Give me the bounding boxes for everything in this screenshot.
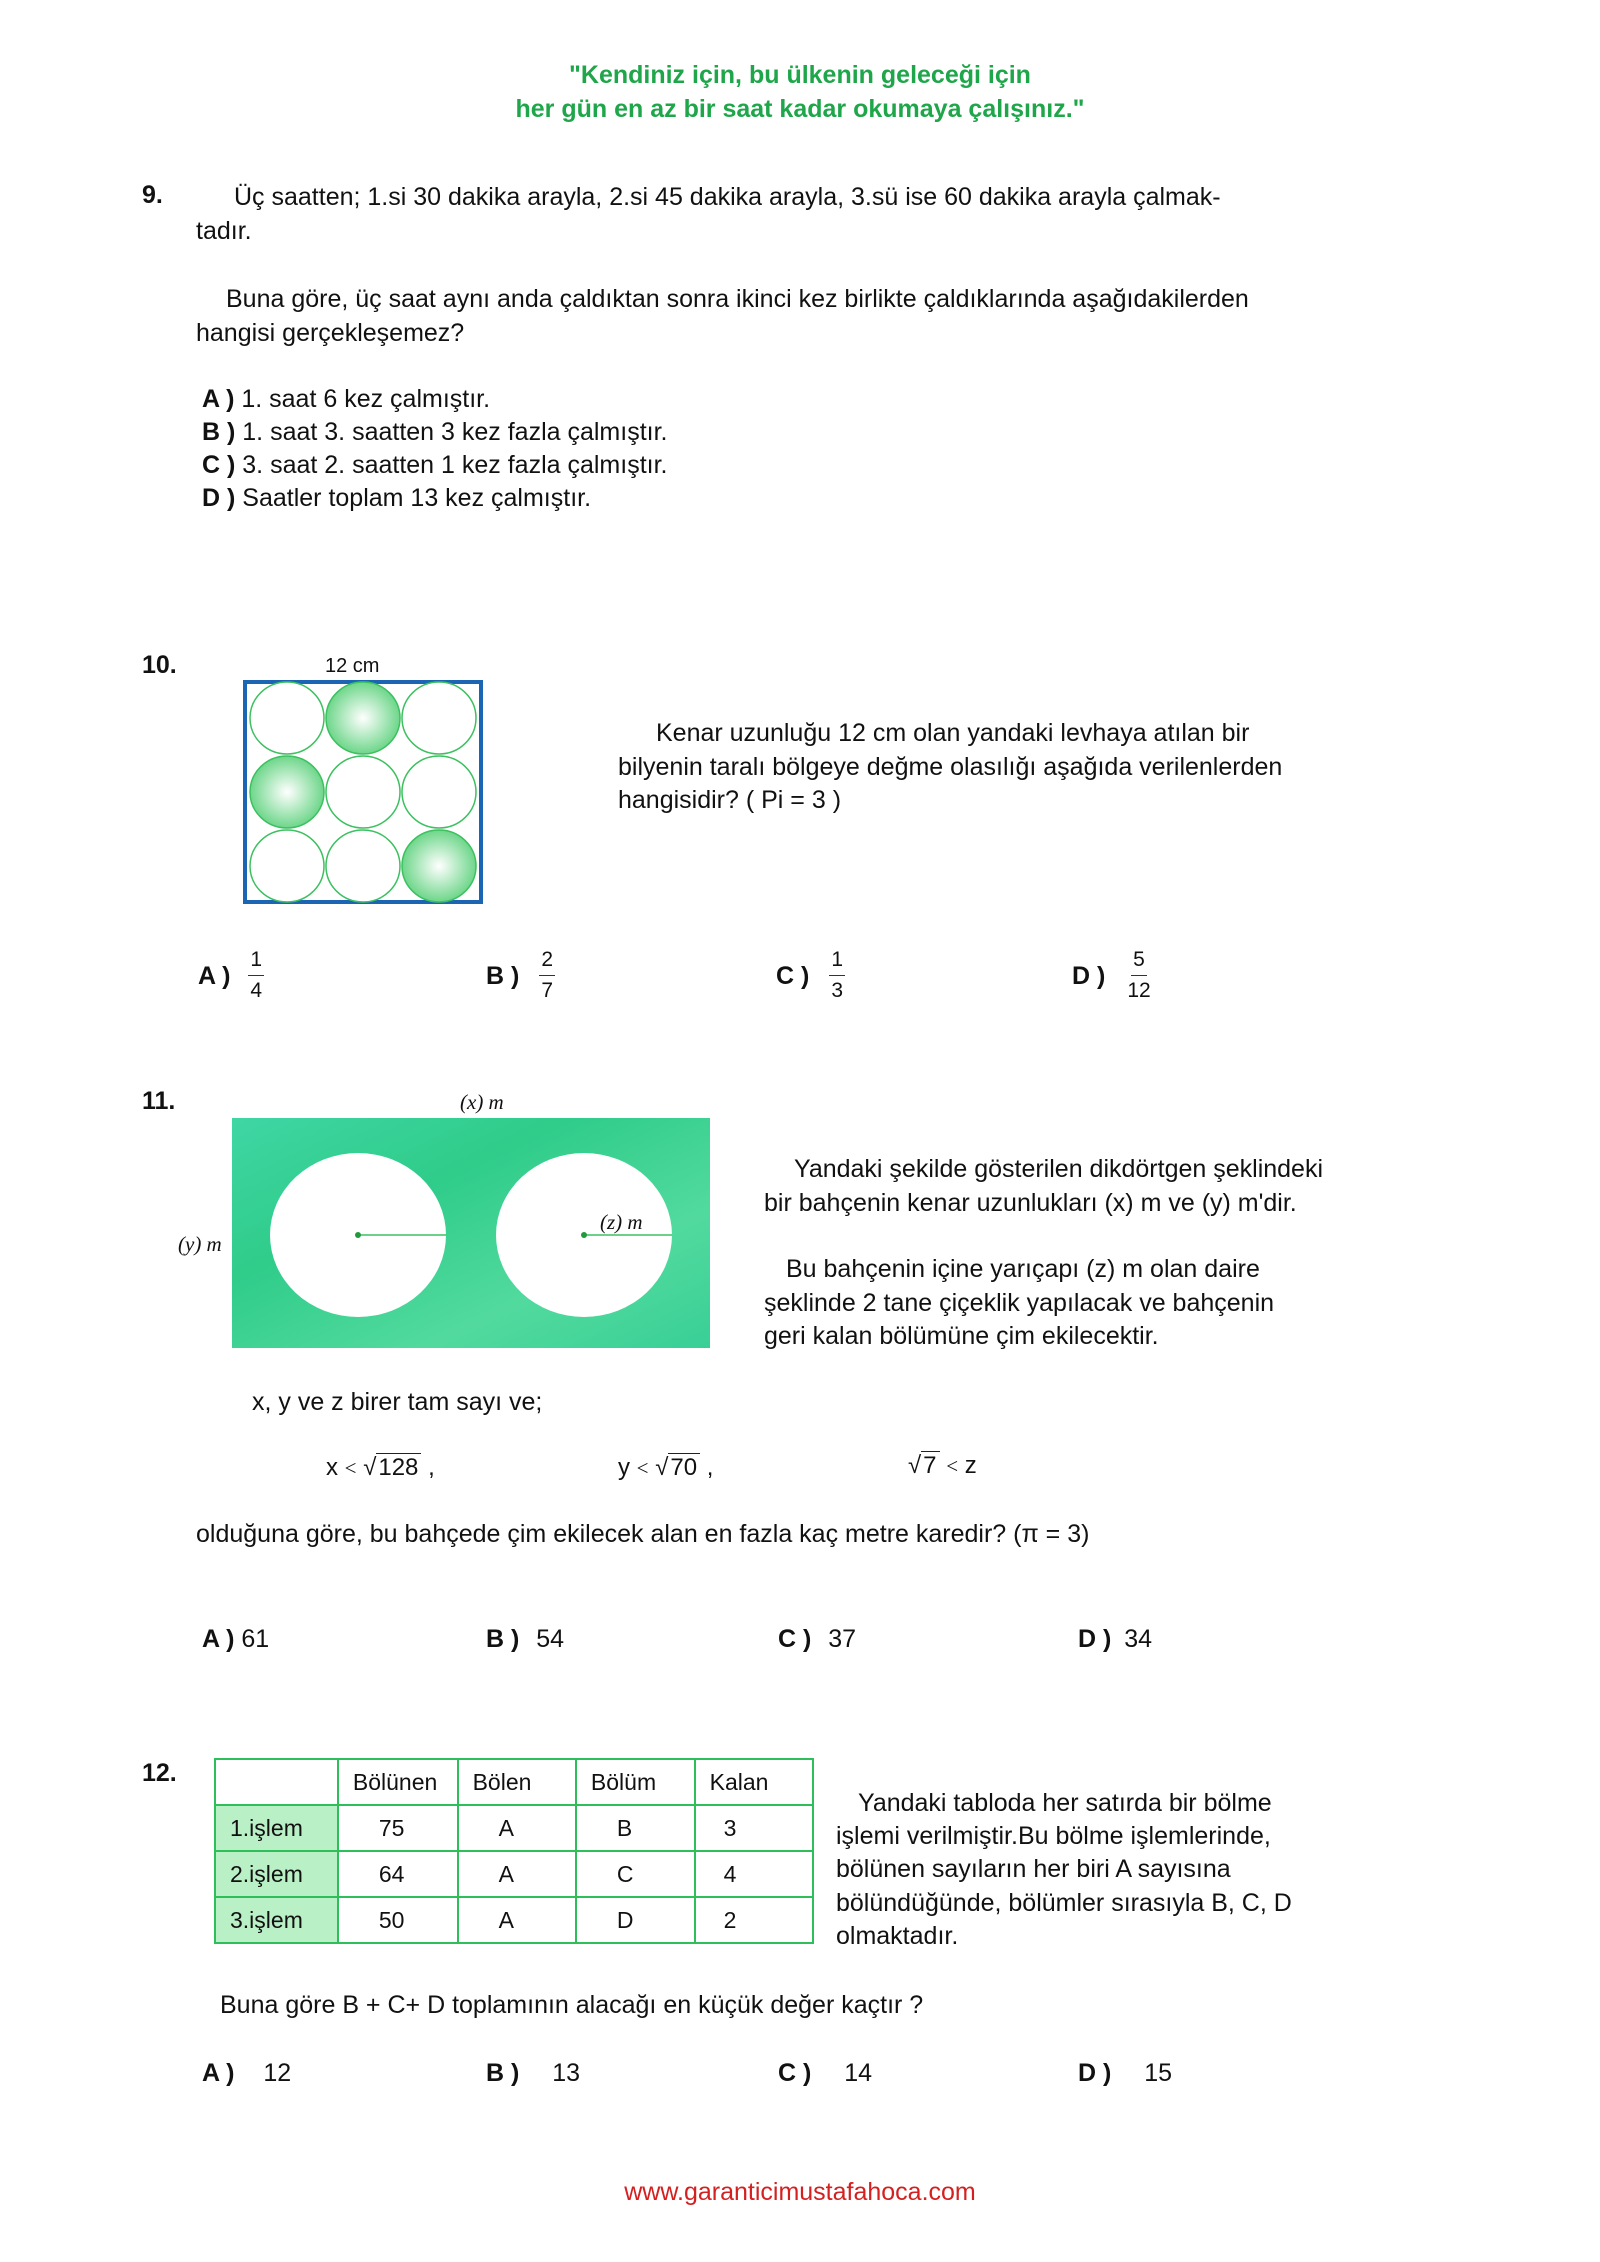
q12-line-3: bölünen sayıların her biri A sayısına — [836, 1855, 1231, 1883]
option-letter: A ) — [202, 385, 235, 413]
less-than-sign: < — [946, 1454, 959, 1478]
fraction — [1127, 948, 1150, 1003]
square-root — [655, 1454, 700, 1482]
option-letter: C ) — [776, 961, 810, 990]
plain-circle — [326, 756, 400, 828]
q9-option-d[interactable] — [202, 481, 591, 515]
option-text: 15 — [1144, 2059, 1173, 2087]
q10-line-1: Kenar uzunluğu 12 cm olan yandaki levhaya atılan bir — [656, 719, 1250, 747]
header-line-1: "Kendiniz için, bu ülkenin geleceği için — [569, 61, 1031, 89]
fraction-numerator: 2 — [539, 948, 555, 976]
option-text: 3. saat 2. saatten 1 kez fazla çalmıştır. — [242, 451, 668, 479]
option-text: Saatler toplam 13 kez çalmıştır. — [242, 484, 592, 512]
table-header-cell: Bölüm — [576, 1759, 695, 1805]
fraction-denominator: 7 — [541, 979, 554, 1002]
question-12-number: 12. — [142, 1759, 177, 1787]
circle-board-figure — [243, 680, 483, 904]
option-letter: B ) — [486, 961, 520, 990]
footer-url[interactable]: www.garanticimustafahoca.com — [624, 2178, 976, 2206]
table-cell: 50 — [338, 1897, 458, 1943]
table-header-cell — [215, 1759, 338, 1805]
q11-line-7: olduğuna göre, bu bahçede çim ekilecek alan en fazla kaç metre karedir? (π = 3) — [196, 1520, 1090, 1548]
table-cell: 4 — [695, 1851, 813, 1897]
question-11-number: 11. — [142, 1087, 176, 1115]
condition-variable: z — [964, 1452, 977, 1479]
option-text: 61 — [241, 1625, 270, 1653]
table-header-row — [215, 1759, 813, 1805]
center-dot-right — [581, 1232, 587, 1238]
page-header — [0, 58, 1600, 126]
question-10-number: 10. — [142, 651, 177, 679]
q11-line-3: Bu bahçenin içine yarıçapı (z) m olan daire — [786, 1255, 1260, 1283]
root-symbol-icon: √ — [908, 1452, 922, 1479]
garden-x-label: (x) m — [460, 1090, 504, 1114]
fraction-numerator: 1 — [248, 948, 264, 976]
q12-line-4: bölündüğünde, bölümler sırasıyla B, C, D — [836, 1889, 1292, 1917]
shaded-circle — [402, 830, 476, 902]
table-cell: B — [576, 1805, 695, 1851]
table-cell: C — [576, 1851, 695, 1897]
q12-line-1: Yandaki tabloda her satırda bir bölme — [858, 1789, 1272, 1817]
table-cell: D — [576, 1897, 695, 1943]
root-symbol-icon: √ — [655, 1454, 669, 1481]
fraction-denominator: 3 — [831, 979, 844, 1002]
shaded-circle — [326, 682, 400, 754]
garden-y-label: (y) m — [178, 1232, 222, 1256]
q11-line-6: x, y ve z birer tam sayı ve; — [252, 1388, 543, 1416]
q9-option-b[interactable] — [202, 415, 668, 449]
plain-circle — [402, 756, 476, 828]
less-than-sign: < — [344, 1456, 357, 1480]
condition-comma: , — [706, 1454, 714, 1481]
option-letter: B ) — [486, 2059, 520, 2087]
q10-option-a[interactable] — [198, 948, 264, 1003]
condition-comma: , — [428, 1454, 435, 1481]
q10-option-c[interactable] — [776, 948, 845, 1003]
q11-line-4: şeklinde 2 tane çiçeklik yapılacak ve bahçenin — [764, 1289, 1275, 1317]
q9-line-1: Üç saatten; 1.si 30 dakika arayla, 2.si 45 dakika arayla, 3.sü ise 60 dakika arayla çalmak- — [234, 183, 1221, 211]
header-line-2: her gün en az bir saat kadar okumaya çalışınız." — [515, 95, 1085, 123]
table-header-cell: Bölünen — [338, 1759, 458, 1805]
plain-circle — [402, 682, 476, 754]
square-root — [363, 1454, 421, 1482]
fraction — [539, 948, 555, 1003]
q12-option-a[interactable] — [202, 2056, 291, 2090]
condition-y — [618, 1454, 713, 1482]
table-cell: A — [458, 1851, 576, 1897]
option-text: 12 — [263, 2059, 292, 2087]
option-letter: A ) — [202, 1625, 235, 1653]
q10-line-3: hangisidir? ( Pi = 3 ) — [618, 786, 842, 814]
option-text: 1. saat 6 kez çalmıştır. — [241, 385, 491, 413]
less-than-sign: < — [636, 1456, 649, 1480]
radicand: 128 — [376, 1453, 421, 1481]
table-row — [215, 1897, 813, 1943]
condition-variable: x — [326, 1454, 338, 1481]
q9-line-3: Buna göre, üç saat aynı anda çaldıktan sonra ikinci kez birlikte çaldıklarında aşağıdakilerden — [226, 285, 1249, 313]
option-letter: C ) — [202, 451, 236, 479]
q12-option-d[interactable] — [1078, 2056, 1172, 2090]
plain-circle — [250, 682, 324, 754]
q12-line-5: olmaktadır. — [836, 1922, 959, 1950]
option-text: 1. saat 3. saatten 3 kez fazla çalmıştır. — [242, 418, 668, 446]
table-header-cell: Kalan — [695, 1759, 813, 1805]
q11-line-1: Yandaki şekilde gösterilen dikdörtgen şeklindeki — [794, 1155, 1324, 1183]
radicand: 7 — [921, 1451, 939, 1479]
option-letter: D ) — [202, 484, 236, 512]
plain-circle — [250, 830, 324, 902]
q10-line-2: bilyenin taralı bölgeye değme olasılığı aşağıda verilenlerden — [618, 753, 1283, 781]
option-letter: A ) — [198, 961, 231, 990]
fraction-denominator: 12 — [1127, 979, 1151, 1002]
table-row — [215, 1805, 813, 1851]
fraction — [829, 948, 845, 1003]
option-text: 37 — [828, 1625, 857, 1653]
q12-option-b[interactable] — [486, 2056, 580, 2090]
shaded-circle — [250, 756, 324, 828]
q12-option-c[interactable] — [778, 2056, 872, 2090]
q10-option-d[interactable] — [1072, 948, 1151, 1003]
table-row — [215, 1851, 813, 1897]
radicand: 70 — [668, 1453, 700, 1481]
fraction-numerator: 5 — [1131, 948, 1147, 976]
option-text: 13 — [552, 2059, 581, 2087]
q9-line-4: hangisi gerçekleşemez? — [196, 319, 465, 347]
q9-line-2: tadır. — [196, 217, 252, 245]
option-letter: A ) — [202, 2059, 235, 2087]
q12-question: Buna göre B + C+ D toplamının alacağı en küçük değer kaçtır ? — [220, 1991, 924, 2019]
table-cell: 3 — [695, 1805, 813, 1851]
q11-option-a[interactable] — [202, 1622, 269, 1656]
board-dimension-label: 12 cm — [325, 655, 380, 677]
option-letter: C ) — [778, 1625, 812, 1653]
root-symbol-icon: √ — [363, 1454, 377, 1481]
table-cell: 75 — [338, 1805, 458, 1851]
q10-option-b[interactable] — [486, 948, 555, 1003]
q11-line-5: geri kalan bölümüne çim ekilecektir. — [764, 1322, 1159, 1350]
condition-x — [326, 1454, 435, 1482]
option-letter: C ) — [778, 2059, 812, 2087]
option-text: 54 — [536, 1625, 565, 1653]
option-letter: B ) — [202, 418, 236, 446]
option-letter: D ) — [1072, 961, 1106, 990]
table-row-label: 2.işlem — [215, 1851, 338, 1897]
table-row-label: 3.işlem — [215, 1897, 338, 1943]
table-header-cell: Bölen — [458, 1759, 576, 1805]
option-letter: D ) — [1078, 1625, 1112, 1653]
q11-option-c[interactable] — [778, 1622, 856, 1656]
fraction-denominator: 4 — [250, 979, 263, 1002]
division-table — [214, 1758, 814, 1944]
fraction — [248, 948, 264, 1003]
q11-option-b[interactable] — [486, 1622, 564, 1656]
question-9-number: 9. — [142, 181, 163, 209]
q9-option-c[interactable] — [202, 448, 668, 482]
table-cell: A — [458, 1897, 576, 1943]
table-row-label: 1.işlem — [215, 1805, 338, 1851]
option-letter: D ) — [1078, 2059, 1112, 2087]
table-cell: 2 — [695, 1897, 813, 1943]
condition-variable: y — [618, 1454, 630, 1481]
fraction-numerator: 1 — [829, 948, 845, 976]
condition-z — [908, 1452, 977, 1480]
square-root — [908, 1452, 940, 1480]
q9-option-a[interactable] — [202, 382, 490, 416]
option-text: 34 — [1124, 1625, 1153, 1653]
q11-option-d[interactable] — [1078, 1622, 1152, 1656]
q11-line-2: bir bahçenin kenar uzunlukları (x) m ve (y) m'dir. — [764, 1189, 1297, 1217]
q12-line-2: işlemi verilmiştir.Bu bölme işlemlerinde, — [836, 1822, 1271, 1850]
option-text: 14 — [844, 2059, 873, 2087]
table-cell: 64 — [338, 1851, 458, 1897]
radius-z-label: (z) m — [600, 1210, 643, 1234]
plain-circle — [326, 830, 400, 902]
option-letter: B ) — [486, 1625, 520, 1653]
table-cell: A — [458, 1805, 576, 1851]
center-dot-left — [355, 1232, 361, 1238]
